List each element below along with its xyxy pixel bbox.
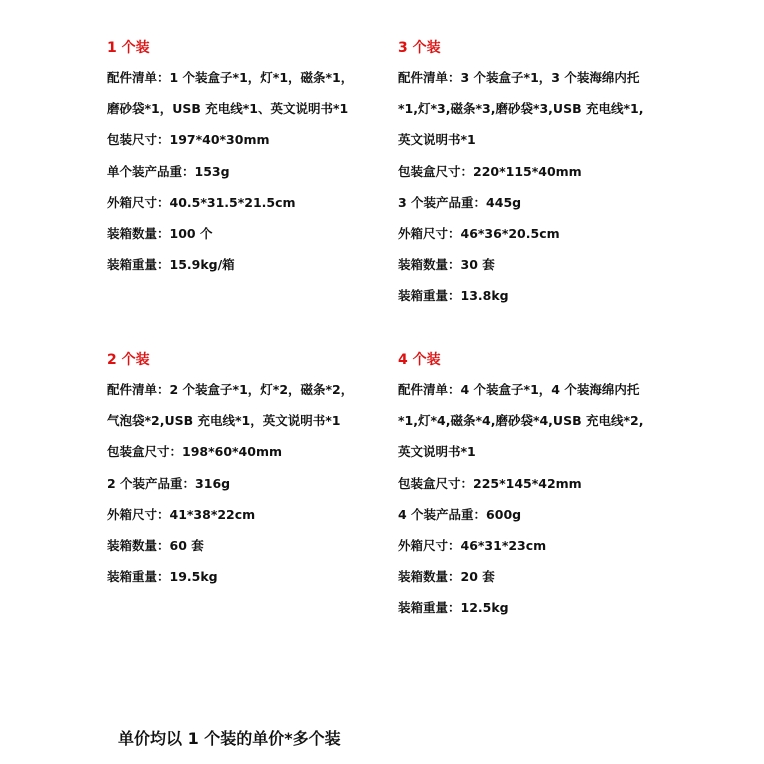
package-size: 包装尺寸：197*40*30mm	[107, 132, 270, 148]
block-title: 4 个装	[398, 352, 441, 368]
block-title: 2 个装	[107, 352, 150, 368]
carton-quantity: 装箱数量：100 个	[107, 225, 213, 241]
spec-block-1-pack	[107, 38, 397, 286]
spec-block-4-pack	[398, 350, 688, 630]
carton-size: 外箱尺寸：46*31*23cm	[398, 537, 547, 553]
package-size: 包装盒尺寸：220*115*40mm	[398, 163, 582, 179]
carton-weight: 装箱重量：12.5kg	[398, 600, 509, 616]
accessories-list-line-1: 配件清单：1 个装盒子*1，灯*1，磁条*1，	[107, 70, 354, 85]
carton-quantity: 装箱数量：20 套	[398, 569, 495, 585]
carton-quantity: 装箱数量：30 套	[398, 257, 495, 273]
pricing-note: 单价均以 1 个装的单价*多个装	[118, 729, 341, 748]
carton-weight: 装箱重量：15.9kg/箱	[107, 257, 235, 273]
package-size: 包装盒尺寸：198*60*40mm	[107, 444, 283, 460]
accessories-list-line-1: 配件清单：3 个装盒子*1，3 个装海绵内托	[398, 70, 640, 85]
accessories-list-line-1: 配件清单：4 个装盒子*1，4 个装海绵内托	[398, 382, 640, 397]
accessories-list-line-3: 英文说明书*1	[398, 444, 476, 460]
accessories-list-line-1: 配件清单：2 个装盒子*1，灯*2，磁条*2，	[107, 382, 354, 397]
package-size: 包装盒尺寸：225*145*42mm	[398, 475, 582, 491]
accessories-list-line-2: *1,灯*4,磁条*4,磨砂袋*4,USB 充电线*2,	[398, 413, 644, 429]
product-weight: 单个装产品重：153g	[107, 163, 230, 179]
product-weight: 3 个装产品重：445g	[398, 194, 522, 210]
carton-weight: 装箱重量：19.5kg	[107, 569, 218, 585]
accessories-list-line-3: 英文说明书*1	[398, 132, 476, 148]
product-weight: 2 个装产品重：316g	[107, 475, 231, 491]
carton-size: 外箱尺寸：41*38*22cm	[107, 506, 256, 522]
product-weight: 4 个装产品重：600g	[398, 506, 522, 522]
spec-block-2-pack	[107, 350, 397, 598]
carton-size: 外箱尺寸：40.5*31.5*21.5cm	[107, 194, 296, 210]
block-title: 1 个装	[107, 40, 150, 56]
accessories-list-line-2: 气泡袋*2,USB 充电线*1，英文说明书*1	[107, 413, 341, 429]
accessories-list-line-2: *1,灯*3,磁条*3,磨砂袋*3,USB 充电线*1,	[398, 101, 644, 117]
spec-block-3-pack	[398, 38, 688, 318]
carton-size: 外箱尺寸：46*36*20.5cm	[398, 225, 560, 241]
carton-quantity: 装箱数量：60 套	[107, 537, 204, 553]
carton-weight: 装箱重量：13.8kg	[398, 288, 509, 304]
block-title: 3 个装	[398, 40, 441, 56]
accessories-list-line-2: 磨砂袋*1，USB 充电线*1、英文说明书*1	[107, 101, 349, 117]
